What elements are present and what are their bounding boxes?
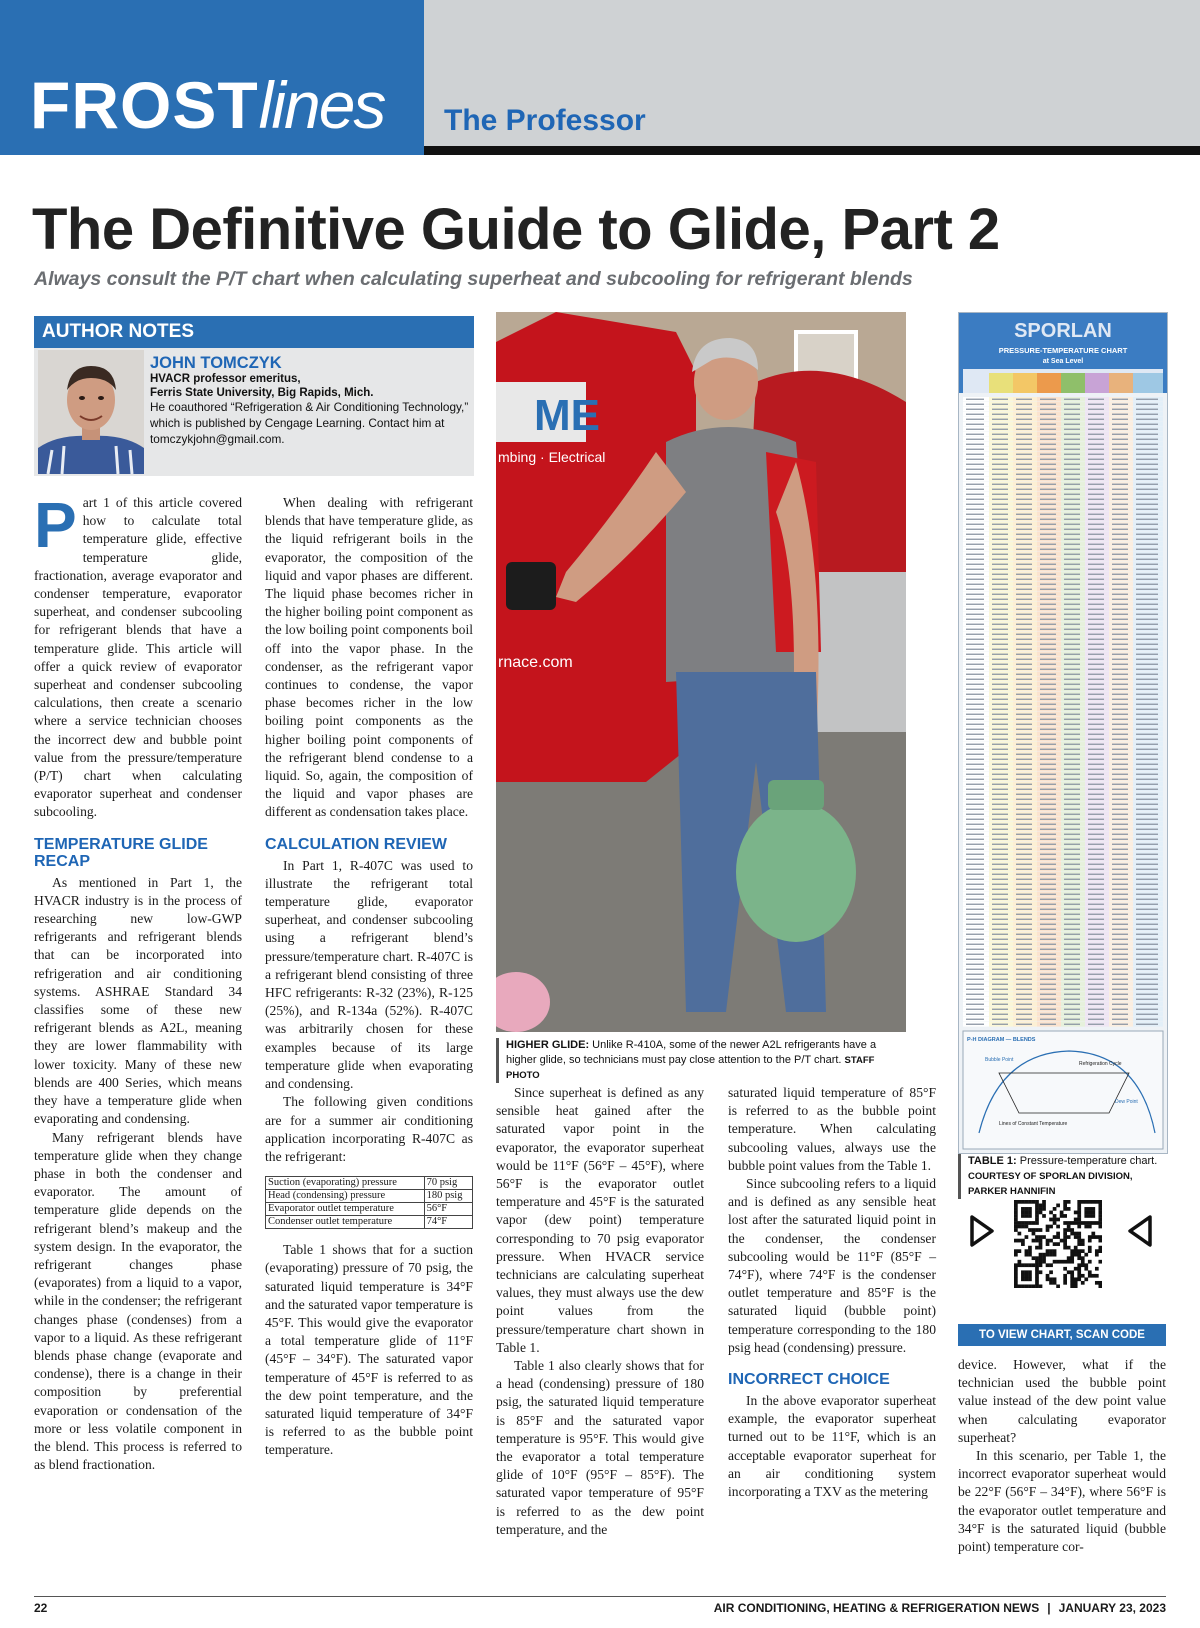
col4-paragraph-3: In the above evaporator superheat example, the evaporator superheat turned out to be 11°F, which is an acceptable evaporator superheat for an air conditioning system incorporating a TXV as the metering	[728, 1393, 936, 1500]
table-cell-value: 74°F	[424, 1216, 472, 1229]
col1-paragraph-1: art 1 of this article covered how to calculate total temperature glide, effective temperature glide, fractionation, average evaporator and condenser temperature, evaporator superheat, and condenser subcooling for refrigerant blends that have a temperature glide. This article will offer a quick review of evaporator superheat and condenser subcooling calculations, then create a scenario where a service technician chooses the incorrect dew and bubble point value from the pressure/temperature (P/T) chart when calculating evaporator superheat and condenser subcooling.	[34, 495, 242, 820]
masthead-rule	[424, 146, 1200, 155]
ph-refrigeration-cycle: Refrigeration Cycle	[1079, 1061, 1122, 1067]
photo-caption	[496, 1038, 908, 1083]
table-row	[266, 1190, 473, 1203]
brand-logo	[30, 68, 385, 142]
subhead-temperature-glide-recap: TEMPERATURE GLIDE RECAP	[34, 835, 208, 870]
author-title-1: HVACR professor emeritus,	[150, 373, 301, 385]
table-cell-value: 180 psig	[424, 1190, 472, 1203]
brand-bold: FROST	[30, 68, 259, 142]
table-cell-value: 70 psig	[424, 1177, 472, 1190]
col2-paragraph-4: Table 1 shows that for a suction (evaporating) pressure of 70 psig, the saturated liquid temperature is 34°F and the saturated vapor temperature is 45°F. This would give the evaporator a total temperature glide of 11°F (45°F – 34°F). The saturated vapor temperature of 45°F is referred to as the dew point temperature, and the saturated liquid temperature of 34°F is referred to as the bubble point temperature.	[265, 1242, 473, 1458]
qr-code[interactable]	[1014, 1200, 1102, 1288]
chart-caption	[958, 1154, 1166, 1199]
caption-credit: STAFF PHOTO	[506, 1055, 875, 1081]
col3-paragraph-2: Table 1 also clearly shows that for a head (condensing) pressure of 180 psig, the saturated liquid temperature is 85°F and the saturated vapor temperature is 95°F. This would give the evaporator a total temperature glide of 10°F (95°F – 85°F). The saturated vapor temperature of 95°F is referred to as the dew point temperature, and the	[496, 1358, 704, 1537]
section-name: The Professor	[444, 104, 646, 137]
ph-constant-temp: Lines of Constant Temperature	[999, 1121, 1068, 1127]
author-bio: He coauthored “Refrigeration & Air Conditioning Technology,” which is published by Cengage Learning. Contact him at tomczykjohn@gmail.com.	[150, 400, 469, 446]
article-deck: Always consult the P/T chart when calculating superheat and subcooling for refrigerant blends	[34, 268, 913, 290]
svg-text:rnace.com: rnace.com	[498, 654, 573, 671]
play-left-icon	[1126, 1214, 1154, 1248]
table-row	[266, 1203, 473, 1216]
subhead-calculation-review: CALCULATION REVIEW	[265, 835, 447, 853]
article-title: The Definitive Guide to Glide, Part 2	[32, 197, 1000, 262]
author-title-2: Ferris State University, Big Rapids, Mich.	[150, 387, 374, 399]
author-notes-heading: AUTHOR NOTES	[34, 316, 474, 348]
col5-paragraph-2: In this scenario, per Table 1, the incorrect evaporator superheat would be 22°F (56°F – 34°F), where 56°F is the evaporator outlet temperature and 34°F is the saturated liquid (bubble point) temperature cor-	[958, 1448, 1166, 1555]
column-1	[34, 489, 242, 1474]
author-name: JOHN TOMCZYK	[150, 354, 282, 372]
play-right-icon	[968, 1214, 996, 1248]
col4-paragraph-2: Since subcooling refers to a liquid and is defined as any sensible heat lost after the saturated liquid point in the condenser, the condenser subcooling would be 11°F (85°F – 74°F), where 74°F is the condenser outlet temperature and 85°F is the saturated liquid (bubble point) temperature corresponding to the 180 psig head (condensing) pressure.	[728, 1176, 936, 1355]
svg-text:ME: ME	[534, 391, 600, 440]
table-row	[266, 1177, 473, 1190]
col1-paragraph-2: As mentioned in Part 1, the HVACR industry is in the process of researching new low-GWP refrigerants and refrigerant blends that can be incorporated into refrigeration and air conditioning systems. ASHRAE Standard 34 classifies some of these new refrigerant blends as A2L, meaning they are lower flammability with lower toxicity. Many of these new blends are 400 Series, which means they have a temperature glide when evaporating and condensing.	[34, 874, 242, 1127]
brand-light: lines	[258, 68, 385, 142]
col2-paragraph-3: The following given conditions are for a summer air conditioning application incorporating R-407C as the refrigerant:	[265, 1094, 473, 1164]
chart-brand: SPORLAN	[1014, 320, 1112, 342]
scan-code-label: TO VIEW CHART, SCAN CODE	[958, 1324, 1166, 1346]
author-photo	[38, 350, 144, 474]
ph-bubble-point: Bubble Point	[985, 1057, 1014, 1063]
col5-paragraph-1: device. However, what if the technician used the bubble point value instead of the dew point value when calculating evaporator superheat?	[958, 1357, 1166, 1445]
col3-paragraph-1: Since superheat is defined as any sensible heat gained after the saturated vapor point in the evaporator, the evaporator superheat would be 11°F (56°F – 45°F), where 56°F is the evaporator outlet temperature and 45°F is the saturated vapor (dew point) temperature corresponding to 70 psig evaporator pressure. When HVACR service technicians are calculating superheat values, they must always use the dew point values from the pressure/temperature chart shown in Table 1.	[496, 1085, 704, 1355]
caption-credit: COURTESY OF SPORLAN DIVISION, PARKER HANNIFIN	[968, 1171, 1133, 1197]
table-cell-value: 56°F	[424, 1203, 472, 1216]
col2-paragraph-1: When dealing with refrigerant blends that have temperature glide, as the liquid refrigerant boils in the evaporator, the composition of the liquid and vapor phases are different. The liquid phase becomes richer in the higher boiling point component as the low boiling point components boil off into the vapor phase. In the condenser, as the refrigerant vapor continues to condense, the vapor phase becomes richer in the low boiling point components as the higher boiling point components of the refrigerant blend condense to a liquid. So, again, the composition of the liquid and vapor phases are different as condensation takes place.	[265, 495, 473, 820]
column-4	[728, 1084, 936, 1501]
publication-name: AIR CONDITIONING, HEATING & REFRIGERATION NEWS	[713, 1601, 1040, 1615]
ph-dew-point: Dew Point	[1115, 1099, 1138, 1105]
page-number: 22	[34, 1601, 48, 1615]
column-2	[265, 494, 473, 1460]
chart-title: PRESSURE-TEMPERATURE CHART	[998, 346, 1128, 355]
table-cell-label: Head (condensing) pressure	[266, 1190, 425, 1203]
given-conditions-table	[265, 1176, 473, 1229]
subhead-incorrect-choice: INCORRECT CHOICE	[728, 1371, 890, 1389]
column-3	[496, 1084, 704, 1539]
table-row	[266, 1216, 473, 1229]
issue-date: JANUARY 23, 2023	[1058, 1601, 1166, 1615]
pt-chart-image	[958, 312, 1168, 1154]
col2-paragraph-2: In Part 1, R-407C was used to illustrate the refrigerant total temperature glide, evaporator superheat, and condenser subcooling using a refrigerant blend’s pressure/temperature chart. R-407C is a refrigerant blend consisting of three HFC refrigerants: R-32 (23%), R-125 (25%), and R-134a (52%). R-407C was arbitrarily chosen for these examples because of its large temperature glide when evaporating and condensing.	[265, 857, 473, 1092]
table-cell-label: Suction (evaporating) pressure	[266, 1177, 425, 1190]
caption-text: Unlike R-410A, some of the newer A2L refrigerants have a higher glide, so technicians must pay close attention to the P/T chart.	[506, 1039, 877, 1066]
caption-text: Pressure-temperature chart.	[1016, 1155, 1158, 1167]
chart-subtitle: at Sea Level	[1042, 358, 1084, 365]
col1-paragraph-3: Many refrigerant blends have temperature glide when they change phase in both the condenser and evaporator. The amount of temperature glide depends on the refrigerant blend’s makeup and the system design. In the evaporator, the refrigerant changes phase (evaporates) from a liquid to a vapor, while in the condenser; the refrigerant changes phase (condenses) from a vapor to a liquid. As these refrigerant blends phase change (evaporate and condense), there is a change in their composition by preferential evaporation or condensation of the more or less volatile component in the blend. This process is referred to as blend fractionation.	[34, 1129, 242, 1473]
col4-paragraph-1: saturated liquid temperature of 85°F is referred to as the bubble point temperature. When calculating subcooling values, always use the bubble point values from the Table 1.	[728, 1085, 936, 1173]
table-cell-label: Evaporator outlet temperature	[266, 1203, 425, 1216]
caption-lead: HIGHER GLIDE:	[506, 1039, 590, 1051]
footer-publication: AIR CONDITIONING, HEATING & REFRIGERATION NEWS | JANUARY 23, 2023	[713, 1601, 1166, 1615]
table-cell-label: Condenser outlet temperature	[266, 1216, 425, 1229]
ph-diagram-label: P-H DIAGRAM — BLENDS	[967, 1037, 1036, 1043]
technician-photo	[496, 312, 906, 1032]
drop-cap: P	[34, 489, 77, 561]
column-5	[958, 1356, 1166, 1556]
svg-text:mbing · Electrical: mbing · Electrical	[498, 449, 606, 465]
footer-rule	[34, 1596, 1166, 1597]
caption-lead: TABLE 1:	[968, 1155, 1017, 1167]
